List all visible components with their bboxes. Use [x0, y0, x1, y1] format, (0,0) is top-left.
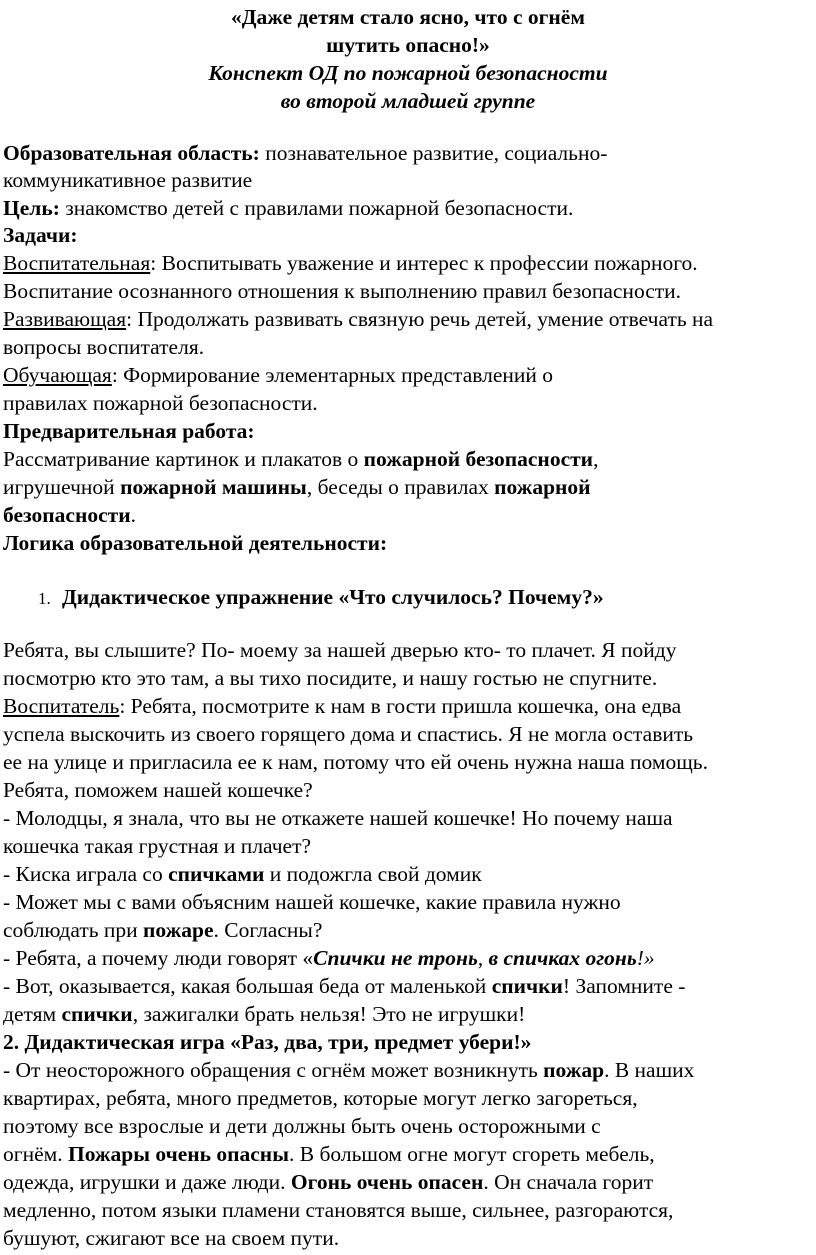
prep-line-1 — [3, 446, 598, 474]
story-italic: !» — [636, 946, 655, 970]
story-line: - Может мы с вами объясним нашей кошечке, какие правила нужно — [3, 890, 621, 914]
exercise-2-title: 2. Дидактическая игра «Раз, два, три, предмет убери!» — [3, 1030, 532, 1054]
game-bold: Пожары очень опасны — [67, 1142, 289, 1166]
game-line: квартирах, ребята, много предметов, которые могут легко загореться, — [3, 1086, 638, 1110]
story-line: Ребята, поможем нашей кошечке? — [3, 778, 313, 802]
story-text: . Согласны? — [213, 918, 323, 942]
story-line — [3, 861, 482, 889]
prep-text: , — [593, 447, 599, 471]
task-1-label: Воспитательная — [3, 251, 151, 275]
task-2-text: : Продолжать развивать связную речь детей, умение отвечать на — [126, 307, 714, 331]
story-bold: спичками — [168, 862, 265, 886]
exercise-1-number: 1. — [38, 589, 51, 608]
story-text: - Ребята, а почему люди говорят « — [3, 946, 314, 970]
title-line-1: «Даже детям стало ясно, что с огнём — [231, 5, 585, 29]
story-text: соблюдать при — [3, 918, 144, 942]
story-line: успела выскочить из своего горящего дома и спастись. Я не могла оставить — [3, 722, 694, 746]
game-text: . В большом огне могут сгореть мебель, — [288, 1142, 655, 1166]
story-line: ее на улице и пригласила ее к нам, потому что ей очень нужна наша помощь. — [3, 750, 708, 774]
game-line: медленно, потом языки пламени становятся выше, сильнее, разгораются, — [3, 1198, 674, 1222]
story-text: - Киска играла со — [3, 862, 169, 886]
story-text: - Вот, оказывается, какая большая беда от маленькой — [3, 974, 492, 998]
goal-label: Цель: — [3, 196, 60, 220]
area-line — [3, 140, 607, 168]
story-text: и подожгла свой домик — [264, 862, 482, 886]
prep-bold: безопасности — [3, 503, 131, 527]
game-line — [3, 1057, 694, 1085]
game-bold: пожар — [543, 1058, 605, 1082]
story-italic: , — [477, 946, 489, 970]
game-text: огнём. — [3, 1142, 68, 1166]
teacher-label: Воспитатель — [3, 694, 120, 718]
title-line-2: шутить опасно!» — [326, 33, 490, 57]
story-line: Ребята, вы слышите? По- моему за нашей дверью кто- то плачет. Я пойду — [3, 638, 677, 662]
task-1-cont: Воспитание осознанного отношения к выполнению правил безопасности. — [3, 279, 682, 303]
task-1 — [3, 250, 698, 278]
story-line: посмотрю кто это там, а вы тихо посидите, и нашу гостью не спугните. — [3, 666, 658, 690]
prep-text: , беседы о правилах — [306, 475, 495, 499]
story-text: : Ребята, посмотрите к нам в гости пришла кошечка, она едва — [119, 694, 682, 718]
game-line: бушуют, сжигают все на своем пути. — [3, 1226, 340, 1250]
prep-text: Рассматривание картинок и плакатов о — [3, 447, 364, 471]
exercise-1-title: Дидактическое упражнение «Что случилось? Почему?» — [62, 585, 604, 609]
story-text: ! Запомните - — [562, 974, 686, 998]
prep-heading: Предварительная работа: — [3, 419, 255, 443]
task-3-label: Обучающая — [3, 363, 112, 387]
task-2-cont: вопросы воспитателя. — [3, 335, 205, 359]
prep-bold: пожарной безопасности — [363, 447, 594, 471]
prep-bold: пожарной — [494, 475, 591, 499]
task-1-text: : Воспитывать уважение и интерес к профессии пожарного. — [150, 251, 698, 275]
task-3-text: : Формирование элементарных представлений о — [111, 363, 554, 387]
game-text: одежда, игрушки и даже люди. — [3, 1170, 291, 1194]
story-bold-italic: в спичках огонь — [488, 946, 637, 970]
prep-line-2 — [3, 474, 591, 502]
story-bold: спички — [491, 974, 563, 998]
story-text: , зажигалки брать нельзя! Это не игрушки! — [132, 1002, 526, 1026]
story-bold: спички — [61, 1002, 133, 1026]
logic-heading: Логика образовательной деятельности: — [3, 531, 388, 555]
game-line — [3, 1169, 653, 1197]
prep-text: . — [130, 503, 136, 527]
subtitle-line-2: во второй младшей группе — [280, 89, 536, 113]
task-3 — [3, 362, 553, 390]
story-text: детям — [3, 1002, 62, 1026]
tasks-heading: Задачи: — [3, 223, 78, 247]
goal-line — [3, 195, 573, 223]
story-line — [3, 945, 655, 973]
area-line-2: коммуникативное развитие — [3, 168, 253, 192]
game-text: . В наших — [604, 1058, 695, 1082]
game-line: поэтому все взрослые и дети должны быть очень осторожными с — [3, 1114, 601, 1138]
task-3-cont: правилах пожарной безопасности. — [3, 391, 318, 415]
story-line: - Молодцы, я знала, что вы не откажете нашей кошечке! Но почему наша — [3, 806, 673, 830]
story-bold: пожаре — [143, 918, 214, 942]
area-text: познавательное развитие, социально- — [259, 141, 608, 165]
game-line — [3, 1141, 655, 1169]
task-2-label: Развивающая — [3, 307, 127, 331]
story-bold-italic: Спички не тронь — [313, 946, 478, 970]
prep-line-3 — [3, 502, 136, 530]
story-line — [3, 1001, 525, 1029]
game-text: - От неосторожного обращения с огнём может возникнуть — [3, 1058, 544, 1082]
game-bold: Огонь очень опасен — [290, 1170, 484, 1194]
task-2 — [3, 306, 713, 334]
story-line: кошечка такая грустная и плачет? — [3, 834, 312, 858]
area-label: Образовательная область: — [3, 141, 260, 165]
story-line — [3, 973, 685, 1001]
story-line — [3, 693, 681, 721]
prep-text: игрушечной — [3, 475, 121, 499]
story-line — [3, 917, 322, 945]
goal-text: знакомство детей с правилами пожарной безопасности. — [59, 196, 574, 220]
subtitle-line-1: Конспект ОД по пожарной безопасности — [208, 61, 608, 85]
prep-bold: пожарной машины — [120, 475, 307, 499]
game-text: . Он сначала горит — [483, 1170, 654, 1194]
